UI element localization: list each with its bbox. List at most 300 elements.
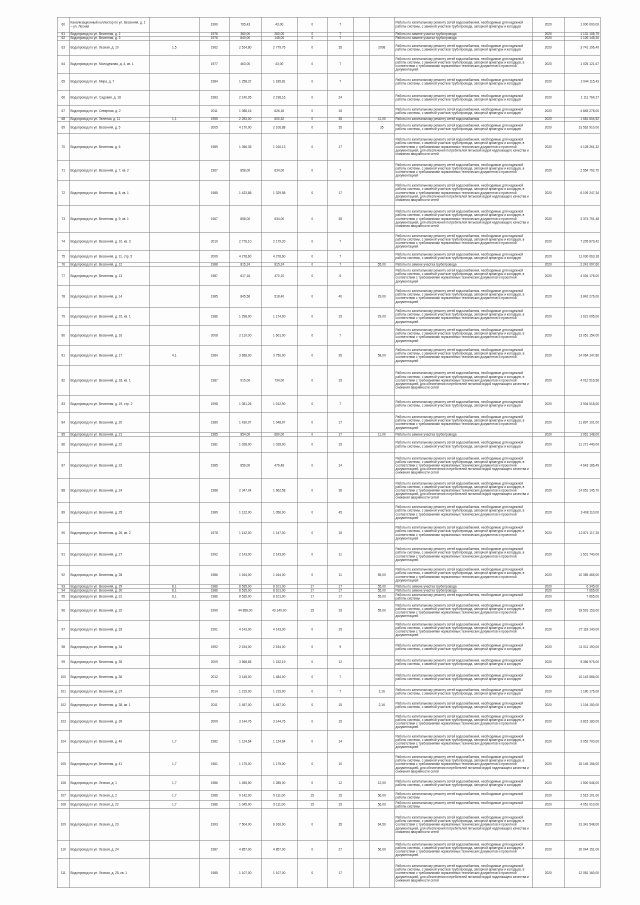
object-name-cell: Водопровод по ул. Весенняя, д. 23: [69, 453, 149, 479]
col9-cell: [353, 669, 369, 686]
col3-cell: [149, 326, 199, 346]
description-cell: Работы по капитальному ремонту сетей водоснабжения, необходимые для надежной работы системы, с заменой участков трубопровода, запорной арматуры и колодцев: [394, 776, 532, 791]
table-row: [57, 523, 600, 544]
object-name-cell: Водопровод по ул. Весенняя, д. 22: [69, 437, 149, 453]
value-d-cell: 45: [327, 503, 353, 523]
value-d-cell: 9: [327, 639, 353, 656]
col3-cell: [149, 413, 199, 433]
value-b-cell: 634,00: [261, 161, 297, 181]
col3-cell: [149, 479, 199, 503]
value-a-cell: 1 142,00: [229, 523, 261, 544]
value-b-cell: 2 198,16: [261, 90, 297, 105]
table-row: [57, 656, 600, 669]
object-name-cell: Водопровод по ул. Весенняя, д. 38, кв. 1: [69, 698, 149, 713]
year-cell: 1983: [199, 90, 229, 105]
description-cell: Работы по капитальному ремонту сетей водоснабжения, необходимые для надежной работы системы, с заменой участков трубопровода, запорной арматуры и колодцев, в соответствии с требованиями нормативных технических документов и проектной документацией: [394, 601, 532, 621]
description-cell: Работы по капитальному ремонту сетей водоснабжения, необходимые для надежной работы системы, с заменой участков трубопровода, запорной арматуры и колодцев, в соответствии с требованиями нормативных технических документов и проектной документацией: [394, 326, 532, 346]
plan-year-cell: 2020: [532, 326, 564, 346]
table-row: [57, 479, 600, 503]
value-d-cell: 17: [327, 589, 353, 593]
col9-cell: [353, 308, 369, 326]
object-name-cell: Водопровод по ул. Весенняя, д. 8, кв. 1: [69, 181, 149, 206]
cost-cell: 7 665,00: [564, 593, 600, 601]
plan-year-cell: 2020: [532, 686, 564, 698]
col10-cell: [369, 105, 394, 117]
value-d-cell: 17: [327, 585, 353, 589]
col9-cell: [353, 122, 369, 134]
col3-cell: 1,7: [149, 731, 199, 753]
value-c-cell: 15: [297, 801, 327, 809]
object-name-cell: Водопровод по ул. Весенняя, д. 24: [69, 479, 149, 503]
value-d-cell: 7: [327, 55, 353, 73]
description-cell: Работы по капитальному ремонту сетей водоснабжения, необходимые для надежной работы системы, с заменой участков трубопровода, запорной арматуры и колодцев: [394, 669, 532, 686]
col9-cell: [353, 731, 369, 753]
col10-cell: [369, 731, 394, 753]
col9-cell: [353, 105, 369, 117]
description-cell: Работы по замене участка трубопровода: [394, 433, 532, 437]
cost-cell: 11 271 440,00: [564, 437, 600, 453]
value-d-cell: 7: [327, 161, 353, 181]
object-name-cell: Водопровод по ул. Мира, д. 7: [69, 73, 149, 90]
row-number-cell: 76: [57, 263, 69, 267]
value-c-cell: 0: [297, 686, 327, 698]
col10-cell: [369, 437, 394, 453]
col10-cell: [369, 233, 394, 251]
year-cell: 1976: [199, 36, 229, 40]
cost-cell: 1 104 150,00: [564, 698, 600, 713]
object-name-cell: Водопровод по ул. Лесная, д. 10: [69, 40, 149, 55]
plan-year-cell: 2020: [532, 55, 564, 73]
value-b-cell: 8 101,00: [261, 593, 297, 601]
value-c-cell: 0: [297, 713, 327, 731]
year-cell: 2009: [199, 656, 229, 669]
description-cell: Работы по замене участка трубопровода: [394, 32, 532, 36]
col9-cell: [353, 437, 369, 453]
value-b-cell: 1 164,00: [261, 566, 297, 585]
col3-cell: 1,5: [149, 40, 199, 55]
row-number-cell: 92: [57, 566, 69, 585]
row-number-cell: 99: [57, 656, 69, 669]
row-number-cell: 61: [57, 32, 69, 36]
value-c-cell: 0: [297, 566, 327, 585]
description-cell: Работы по капитальному ремонту сетей водоснабжения, необходимые для надежной работы системы, с заменой участков трубопровода, запорной арматуры и колодцев, в соответствии с требованиями нормативных технических документов и проектной документацией: [394, 308, 532, 326]
col3-cell: [149, 134, 199, 161]
object-name-cell: Водопровод по ул. Весенняя, д. 30: [69, 589, 149, 593]
row-number-cell: 63: [57, 40, 69, 55]
value-d-cell: 27: [327, 841, 353, 859]
table-row: [57, 593, 600, 601]
value-a-cell: 845,56: [229, 286, 261, 308]
year-cell: 1989: [199, 413, 229, 433]
value-c-cell: 0: [297, 105, 327, 117]
col3-cell: [149, 308, 199, 326]
cost-cell: 15 145 156,00: [564, 753, 600, 776]
plan-year-cell: 2020: [532, 859, 564, 888]
col9-cell: [353, 233, 369, 251]
plan-year-cell: 2020: [532, 117, 564, 121]
year-cell: 1985: [199, 453, 229, 479]
row-number-cell: 83: [57, 396, 69, 413]
value-c-cell: 0: [297, 40, 327, 55]
plan-year-cell: 2020: [532, 601, 564, 621]
value-c-cell: 0: [297, 90, 327, 105]
col10-cell: [369, 251, 394, 263]
year-cell: 2010: [199, 233, 229, 251]
col9-cell: [353, 841, 369, 859]
col3-cell: 1,7: [149, 753, 199, 776]
col3-cell: [149, 621, 199, 639]
value-c-cell: 0: [297, 753, 327, 776]
cost-cell: 33 591 153,00: [564, 601, 600, 621]
col10-cell: 64,50: [369, 809, 394, 841]
year-cell: 1991: [199, 621, 229, 639]
plan-year-cell: 2020: [532, 523, 564, 544]
col10-cell: 56,00: [369, 841, 394, 859]
col3-cell: [149, 686, 199, 698]
value-b-cell: 815,24: [261, 263, 297, 267]
object-name-cell: Водопровод по ул. Весенняя, д. 9, кв. 1: [69, 206, 149, 233]
col10-cell: 11,00: [369, 117, 394, 121]
table-row: [57, 17, 600, 32]
col3-cell: [149, 181, 199, 206]
value-d-cell: 7: [327, 32, 353, 36]
cost-cell: 4 845 278,00: [564, 105, 600, 117]
object-name-cell: Водопровод по ул. Весенняя, д. 14: [69, 286, 149, 308]
value-b-cell: 1 012,90: [261, 396, 297, 413]
object-name-cell: Водопровод по ул. Весенняя, д. 26, кв. 2: [69, 523, 149, 544]
plan-year-cell: 2020: [532, 17, 564, 32]
value-d-cell: 7: [327, 669, 353, 686]
plan-year-cell: 2020: [532, 308, 564, 326]
col3-cell: [149, 566, 199, 585]
cost-cell: 3 374 791,48: [564, 206, 600, 233]
value-a-cell: 3 145,00: [229, 669, 261, 686]
year-cell: 1992: [199, 639, 229, 656]
plan-year-cell: 2020: [532, 433, 564, 437]
year-cell: 1987: [199, 366, 229, 396]
col10-cell: 2,16: [369, 686, 394, 698]
value-c-cell: 0: [297, 117, 327, 121]
year-cell: 1985: [199, 181, 229, 206]
value-a-cell: 8 535,00: [229, 593, 261, 601]
object-name-cell: Водопровод по ул. Весенняя, д. 40: [69, 731, 149, 753]
row-number-cell: 110: [57, 841, 69, 859]
col9-cell: [353, 206, 369, 233]
description-cell: Работы по капитальному ремонту сетей водоснабжения, необходимые для надежной работы системы, с заменой участков трубопровода, запорной арматуры и колодцев: [394, 73, 532, 90]
row-number-cell: 106: [57, 776, 69, 791]
value-b-cell: 1 056,00: [261, 503, 297, 523]
value-b-cell: 8 101,00: [261, 589, 297, 593]
value-c-cell: 0: [297, 503, 327, 523]
table-row: [57, 753, 600, 776]
value-b-cell: 2 154,00: [261, 639, 297, 656]
value-c-cell: 0: [297, 413, 327, 433]
value-d-cell: 7: [327, 233, 353, 251]
value-d-cell: 7: [327, 396, 353, 413]
value-c-cell: 0: [297, 698, 327, 713]
year-cell: 1976: [199, 32, 229, 36]
year-cell: 1990: [199, 17, 229, 32]
value-a-cell: 1 124,64: [229, 731, 261, 753]
object-name-cell: Водопровод по ул. Весенняя, д. 25: [69, 503, 149, 523]
description-cell: Работы по капитальному ремонту сетей водоснабжения, необходимые для надежной работы системы, с заменой участков трубопровода, запорной арматуры и колодцев, в соответствии с требованиями нормативных технических документов и проектной документацией: [394, 286, 532, 308]
value-c-cell: 0: [297, 55, 327, 73]
table-row: [57, 621, 600, 639]
object-name-cell: Водопровод по ул. Весенняя, д. 18, кв. 1: [69, 366, 149, 396]
cost-cell: 31 562 910,00: [564, 122, 600, 134]
value-d-cell: 7: [327, 251, 353, 263]
value-b-cell: 148,00: [261, 36, 297, 40]
value-a-cell: 858,00: [229, 161, 261, 181]
object-name-cell: Водопровод по ул. Весенняя, д. 17: [69, 346, 149, 366]
description-cell: Работы по капитальному ремонту сетей водоснабжения, необходимые для надежной работы системы: [394, 791, 532, 801]
col9-cell: [353, 286, 369, 308]
description-cell: Работы по капитальному ремонту сетей водоснабжения, необходимые для надежной работы системы, с заменой участков трубопровода, запорной арматуры и колодцев: [394, 40, 532, 55]
col10-cell: [369, 621, 394, 639]
cost-cell: 31 341 548,00: [564, 809, 600, 841]
value-d-cell: 15: [327, 621, 353, 639]
description-cell: Работы по капитальному ремонту сетей водоснабжения, необходимые для надежной работы системы, с заменой участков трубопровода, запорной арматуры и колодцев: [394, 686, 532, 698]
table-row: [57, 713, 600, 731]
value-b-cell: 1 147,00: [261, 523, 297, 544]
col9-cell: [353, 713, 369, 731]
cost-cell: 1 621 095,00: [564, 308, 600, 326]
table-row: [57, 437, 600, 453]
value-c-cell: 0: [297, 433, 327, 437]
row-number-cell: 62: [57, 36, 69, 40]
col9-cell: [353, 776, 369, 791]
plan-year-cell: 2020: [532, 753, 564, 776]
description-cell: Работы по капитальному ремонту сетей водоснабжения, необходимые для надежной работы системы, с заменой участков трубопровода, запорной арматуры и колодцев, в соответствии с требованиями нормативных технических документов и проектной документацией: [394, 55, 532, 73]
plan-year-cell: 2020: [532, 503, 564, 523]
object-name-cell: Водопровод по ул. Лесная, д. 24: [69, 841, 149, 859]
value-a-cell: 1 423,86: [229, 181, 261, 206]
value-a-cell: 8 535,00: [229, 589, 261, 593]
col9-cell: [353, 90, 369, 105]
row-number-cell: 65: [57, 73, 69, 90]
row-number-cell: 103: [57, 713, 69, 731]
value-c-cell: 0: [297, 669, 327, 686]
object-name-cell: Водопровод по ул. Весенняя, д. 5: [69, 122, 149, 134]
value-b-cell: 1 662,58: [261, 479, 297, 503]
value-a-cell: 1 457,00: [229, 698, 261, 713]
col9-cell: [353, 55, 369, 73]
col9-cell: [353, 686, 369, 698]
value-c-cell: 0: [297, 233, 327, 251]
description-cell: Работы по капитальному ремонту сетей водоснабжения, необходимые для надежной работы системы, с заменой участков трубопровода, запорной арматуры и колодцев: [394, 698, 532, 713]
cost-cell: 6 109 247,34: [564, 181, 600, 206]
row-number-cell: 96: [57, 601, 69, 621]
table-row: [57, 90, 600, 105]
plan-year-cell: 2020: [532, 413, 564, 433]
table-row: [57, 413, 600, 433]
row-number-cell: 77: [57, 267, 69, 286]
plan-year-cell: 2020: [532, 251, 564, 263]
cost-cell: 12 871 117,25: [564, 523, 600, 544]
cost-cell: 1 681 604,52: [564, 117, 600, 121]
row-number-cell: 94: [57, 589, 69, 593]
value-c-cell: 0: [297, 776, 327, 791]
row-number-cell: 81: [57, 346, 69, 366]
row-number-cell: 104: [57, 731, 69, 753]
object-name-cell: Водопровод по ул. Весенняя, д. 3: [69, 36, 149, 40]
col3-cell: [149, 251, 199, 263]
table-row: [57, 601, 600, 621]
value-a-cell: 1 081,26: [229, 396, 261, 413]
cost-cell: 20 044 151,00: [564, 841, 600, 859]
plan-year-cell: 2020: [532, 585, 564, 589]
object-name-cell: Водопровод по ул. Лесная, д. 22: [69, 801, 149, 809]
col10-cell: [369, 669, 394, 686]
value-a-cell: 1 298,00: [229, 308, 261, 326]
col9-cell: [353, 161, 369, 181]
col3-cell: [149, 55, 199, 73]
year-cell: 1986: [199, 801, 229, 809]
year-cell: 1989: [199, 134, 229, 161]
row-number-cell: 69: [57, 122, 69, 134]
plan-year-cell: 2020: [532, 801, 564, 809]
col9-cell: [353, 267, 369, 286]
plan-year-cell: 2020: [532, 566, 564, 585]
col10-cell: 55,00: [369, 585, 394, 589]
value-d-cell: 17: [327, 433, 353, 437]
col3-cell: [149, 523, 199, 544]
cost-cell: 4 012 516,56: [564, 366, 600, 396]
value-a-cell: 1 056,35: [229, 134, 261, 161]
cost-cell: 2 241 097,60: [564, 263, 600, 267]
object-name-cell: Водопровод по ул. Весенняя, д. 12: [69, 263, 149, 267]
col9-cell: [353, 801, 369, 809]
value-c-cell: 0: [297, 544, 327, 566]
value-a-cell: 4 170,00: [229, 122, 261, 134]
row-number-cell: 84: [57, 413, 69, 433]
value-c-cell: 0: [297, 122, 327, 134]
value-a-cell: 2 514,80: [229, 40, 261, 55]
value-d-cell: 15: [327, 601, 353, 621]
col10-cell: [369, 479, 394, 503]
col10-cell: 55,00: [369, 593, 394, 601]
row-number-cell: 105: [57, 753, 69, 776]
value-a-cell: 7 504,00: [229, 809, 261, 841]
col10-cell: [369, 134, 394, 161]
year-cell: 1986: [199, 593, 229, 601]
table-row: [57, 841, 600, 859]
value-a-cell: 1 107,00: [229, 859, 261, 888]
plan-year-cell: 2020: [532, 639, 564, 656]
table-row: [57, 791, 600, 801]
col10-cell: [369, 55, 394, 73]
object-name-cell: Водопровод по ул. Весенняя, д. 11, стр. 5: [69, 251, 149, 263]
value-d-cell: 12: [327, 656, 353, 669]
row-number-cell: 98: [57, 639, 69, 656]
plan-year-cell: 2020: [532, 791, 564, 801]
description-cell: Работы по капитальному ремонту сетей водоснабжения, необходимые для надежной работы системы, с заменой участков трубопровода, запорной арматуры и колодцев, в соответствии с требованиями нормативных технических документов и проектной документацией: [394, 346, 532, 366]
value-d-cell: 15: [327, 801, 353, 809]
value-d-cell: 7: [327, 36, 353, 40]
object-name-cell: Водопровод по ул. Весенняя, д. 19, стр. 2: [69, 396, 149, 413]
object-name-cell: Водопровод по ул. Весенняя, д. 29: [69, 585, 149, 589]
col9-cell: [353, 698, 369, 713]
row-number-cell: 75: [57, 251, 69, 263]
plan-year-cell: 2020: [532, 544, 564, 566]
value-c-cell: 0: [297, 859, 327, 888]
value-a-cell: 840,00: [229, 36, 261, 40]
col9-cell: [353, 17, 369, 32]
table-container: [57, 17, 600, 888]
description-cell: Работы по капитальному ремонту сетей водоснабжения, необходимые для надежной работы системы, с заменой участков трубопровода, запорной арматуры и колодцев: [394, 396, 532, 413]
cost-cell: 10 355 465,00: [564, 566, 600, 585]
row-number-cell: 90: [57, 523, 69, 544]
col9-cell: [353, 753, 369, 776]
value-c-cell: 0: [297, 286, 327, 308]
value-a-cell: 2 140,05: [229, 90, 261, 105]
col3-cell: [149, 206, 199, 233]
plan-year-cell: 2020: [532, 593, 564, 601]
cost-cell: 14 651 145,70: [564, 479, 600, 503]
cost-cell: 2 044 115,43: [564, 73, 600, 90]
cost-cell: 4 128 261,32: [564, 134, 600, 161]
description-cell: Работы по капитальному ремонту сетей водоснабжения, необходимые для надежной работы системы, с заменой участков трубопровода, запорной арматуры и колодцев, в соответствии с требованиями нормативных технических документов и проектной документацией, для обеспечения потребителей питьевой водой надлежащего качества и снижения аварийности сетей: [394, 859, 532, 888]
cost-cell: 1 000 000,00: [564, 17, 600, 32]
col3-cell: [149, 544, 199, 566]
value-c-cell: 0: [297, 263, 327, 267]
table-row: [57, 544, 600, 566]
cost-cell: 4 643 186,49: [564, 453, 600, 479]
cost-cell: 3 904 518,00: [564, 396, 600, 413]
table-row: [57, 346, 600, 366]
plan-year-cell: 2020: [532, 656, 564, 669]
table-row: [57, 267, 600, 286]
row-number-cell: 100: [57, 669, 69, 686]
value-d-cell: 36: [327, 479, 353, 503]
description-cell: Работы по капитальному ремонту сетей водоснабжения, необходимые для надежной работы системы, с заменой участков трубопровода, запорной арматуры и колодцев, в соответствии с требованиями нормативных технических документов и проектной документацией: [394, 731, 532, 753]
object-name-cell: Водопровод по ул. Весенняя, д. 2: [69, 32, 149, 36]
value-b-cell: 260,00: [261, 32, 297, 36]
value-b-cell: 1 457,00: [261, 698, 297, 713]
object-name-cell: Водопровод по ул. Молодежная, д. 4, кв. 1: [69, 55, 149, 73]
row-number-cell: 71: [57, 161, 69, 181]
col10-cell: 55,00: [369, 566, 394, 585]
description-cell: Работы по капитальному ремонту сетей водоснабжения, необходимые для надежной работы системы, с заменой участков трубопровода, запорной арматуры и колодцев: [394, 122, 532, 134]
col3-cell: 4,1: [149, 346, 199, 366]
year-cell: 1989: [199, 503, 229, 523]
value-d-cell: 17: [327, 593, 353, 601]
col9-cell: [353, 656, 369, 669]
value-c-cell: 0: [297, 32, 327, 36]
col10-cell: [369, 859, 394, 888]
object-name-cell: Водопровод по ул. Весенняя, д. 15, кв. 1: [69, 308, 149, 326]
value-c-cell: 0: [297, 308, 327, 326]
col9-cell: [353, 859, 369, 888]
value-a-cell: 1 455,50: [229, 776, 261, 791]
col10-cell: [369, 713, 394, 731]
value-a-cell: 3 568,65: [229, 656, 261, 669]
value-a-cell: 8 535,00: [229, 585, 261, 589]
year-cell: 1987: [199, 841, 229, 859]
col9-cell: [353, 40, 369, 55]
year-cell: 1985: [199, 286, 229, 308]
col10-cell: [369, 161, 394, 181]
plan-year-cell: 2020: [532, 233, 564, 251]
object-name-cell: Водопровод по ул. Весенняя, д. 39: [69, 713, 149, 731]
value-a-cell: 815,24: [229, 263, 261, 267]
col3-cell: 1,7: [149, 776, 199, 791]
year-cell: 1962: [199, 40, 229, 55]
row-number-cell: 86: [57, 437, 69, 453]
cost-cell: 2 515 101,00: [564, 791, 600, 801]
table-row: [57, 698, 600, 713]
description-cell: Работы по капитальному ремонту сетей водоснабжения, необходимые для надежной работы системы, с заменой участков трубопровода, запорной арматуры и колодцев, в соответствии с требованиями нормативных технических документов и проектной документацией, для обеспечения потребителей питьевой водой надлежащего качества и снижения аварийности сетей: [394, 479, 532, 503]
